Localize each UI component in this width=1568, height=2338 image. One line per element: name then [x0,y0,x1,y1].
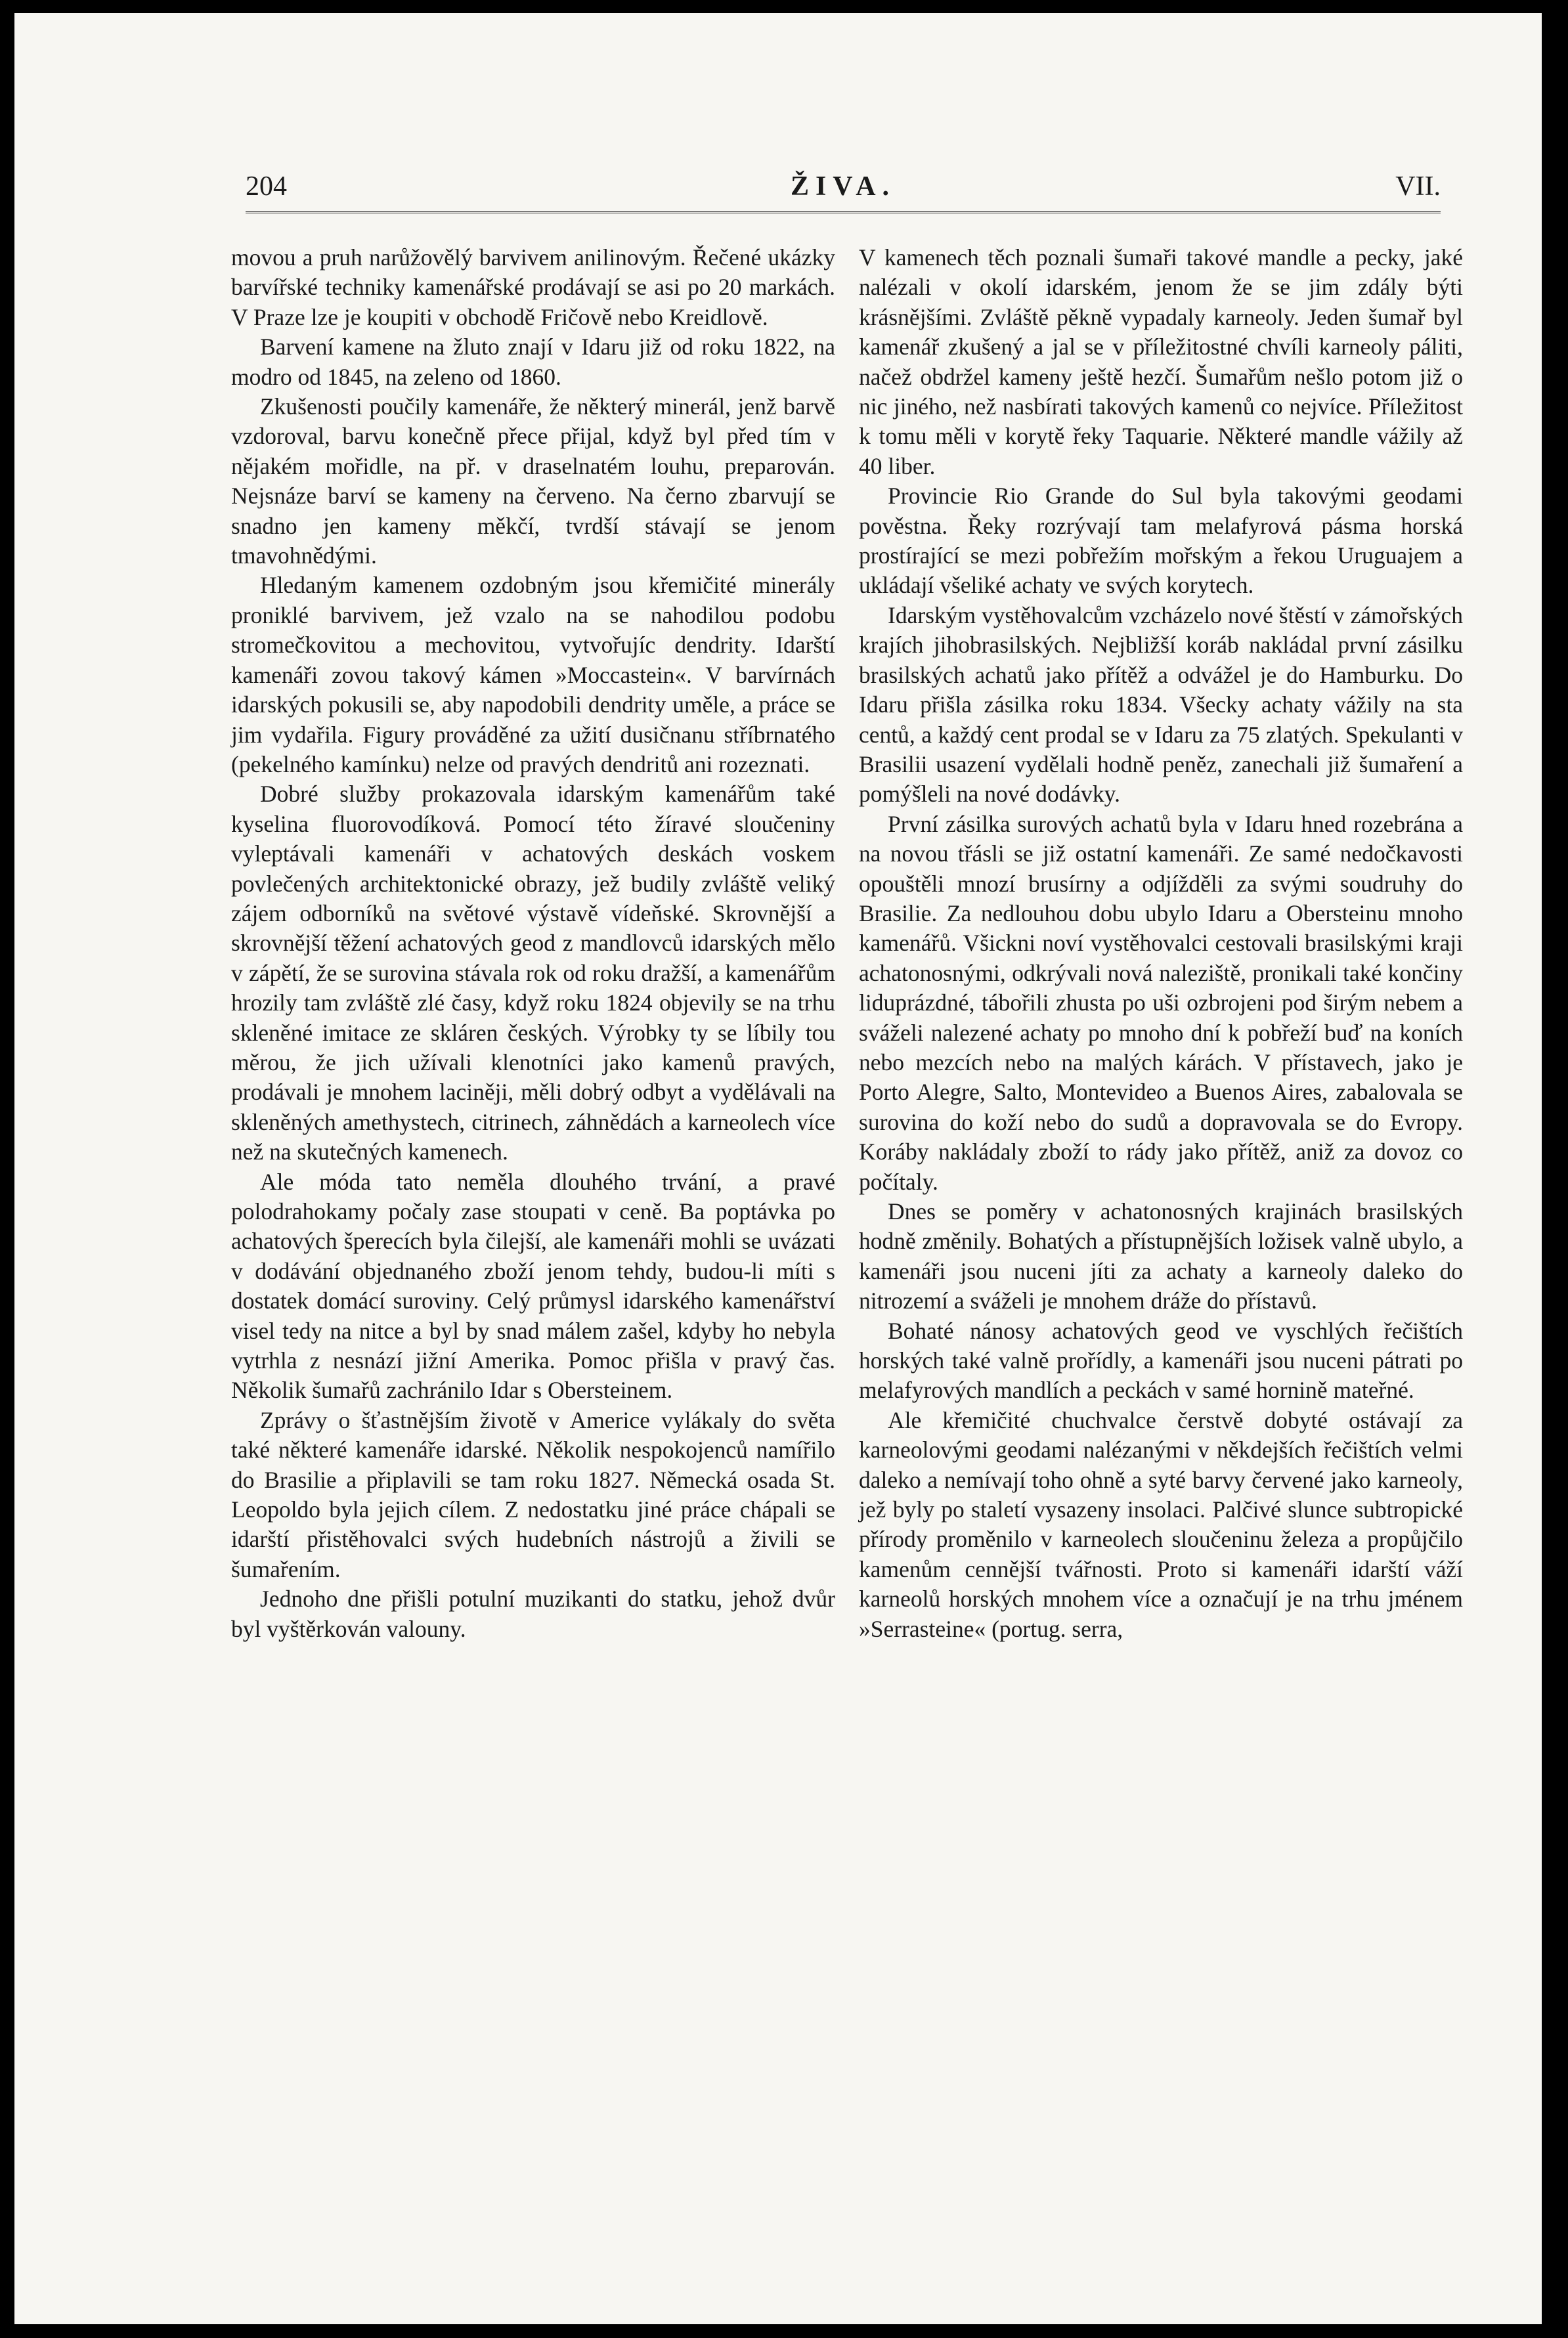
paragraph: V kamenech těch poznali šumaři takové mandle a pecky, jaké nalézali v okolí idarském, jenom že se jim zdály býti krásnějšími. Zvláště pěkně vypadaly karneoly. Jeden šumař byl kamenář zkušený a jal se v příležitostné chvíli karneoly páliti, načež obdržel kameny ještě hezčí. Šumařům nešlo potom již o nic jiného, než nasbírati takových kamenů co nejvíce. Příležitost k tomu měli v korytě řeky Taquarie. Některé mandle vážily až 40 liber. [859,244,1463,479]
right-column [859,243,1463,1644]
paragraph: Barvení kamene na žluto znají v Idaru již od roku 1822, na modro od 1845, na zeleno od 1860. [231,334,835,390]
page-number: 204 [246,171,287,202]
page [14,13,1542,2324]
paragraph: Dnes se poměry v achatonosných krajinách brasilských hodně změnily. Bohatých a přístupnějších ložisek valně ubylo, a kamenáři jsou nuceni jíti za achaty a karneoly daleko do nitrozemí a sváželi je mnohem dráže do přístavů. [859,1198,1463,1314]
running-title: ŽIVA. [790,171,896,202]
paragraph: Ale křemičité chuchvalce čerstvě dobyté ostávají za karneolovými geodami nalézanými v někdejších řečištích velmi daleko a nemívají toho ohně a syté barvy červené jako karneoly, jež byly po staletí vysazeny insolaci. Palčivé slunce subtropické přírody proměnilo v karneolech sloučeninu železa a propůjčilo kamenům cennější tvářnosti. Proto si kamenáři idarští váží karneolů horských mnohem více a označují je na trhu jménem »Serrasteine« (portug. serra, [859,1406,1463,1642]
paragraph: Idarským vystěhovalcům vzcházelo nové štěstí v zámořských krajích jihobrasilských. Nejbližší koráb nakládal první zásilku brasilských achatů jako přítěž a odvážel je do Hamburku. Do Idaru přišla zásilka roku 1834. Všecky achaty vážily na sta centů, a každý cent prodal se v Idaru za 75 zlatých. Spekulanti v Brasilii usazení vydělali hodně peněz, zanechali již šumaření a pomýšleli na nové dodávky. [859,601,1463,808]
volume-number: VII. [1395,171,1441,202]
page-header [246,171,1441,213]
paragraph: Dobré služby prokazovala idarským kamenářům také kyselina fluorovodíková. Pomocí této žíravé sloučeniny vyleptávali kamenáři v achatových deskách voskem povlečených architektonické obrazy, jež budily zvláště veliký zájem odborníků na světové výstavě vídeňské. Skrovnější a skrovnější těžení achatových geod z mandlovců idarských mělo v zápětí, že se surovina stávala rok od roku dražší, a kamenářům hrozily tam zvláště zlé časy, když roku 1824 objevily se na trhu skleněné imitace ze skláren českých. Výrobky ty se líbily tou měrou, že jich užívali klenotníci jako kamenů pravých, prodávali je mnohem laciněji, měli dobrý odbyt a vydělávali na skleněných amethystech, citrinech, záhnědách a karneolech více než na skutečných kamenech. [231,781,835,1165]
paragraph: Zkušenosti poučily kamenáře, že některý minerál, jenž barvě vzdoroval, barvu konečně přece přijal, když byl před tím v nějakém mořidle, na př. v draselnatém louhu, preparován. Nejsnáze barví se kameny na červeno. Na černo zbarvují se snadno jen kameny měkčí, tvrdší stávají se jenom tmavohnědými. [231,393,835,569]
paragraph: Ale móda tato neměla dlouhého trvání, a pravé polodrahokamy počaly zase stoupati v ceně. Ba poptávka po achatových šperecích byla čilejší, ale kamenáři mohli se uvázati v dodávání objednaného zboží jenom tehdy, budou-li míti s dostatek domácí suroviny. Celý průmysl idarského kamenářství visel tedy na nitce a byl by snad málem zašel, kdyby ho nebyla vytrhla z nesnází jižní Amerika. Pomoc přišla v pravý čas. Několik šumařů zachránilo Idar s Obersteinem. [231,1168,835,1404]
paragraph: Bohaté nánosy achatových geod ve vyschlých řečištích horských také valně prořídly, a kamenáři jsou nuceni pátrati po melafyrových mandlích a peckách v samé hornině mateřné. [859,1317,1463,1404]
paragraph: movou a pruh narůžovělý barvivem anilinovým. Řečené ukázky barvířské techniky kamenářské prodávají se asi po 20 markách. V Praze lze je koupiti v obchodě Fričově nebo Kreidlově. [231,244,835,330]
paragraph: Provincie Rio Grande do Sul byla takovými geodami pověstna. Řeky rozrývají tam melafyrová pásma horská prostírající se mezi pobřežím mořským a řekou Uruguajem a ukládají všeliké achaty ve svých korytech. [859,483,1463,599]
left-column [231,243,835,1644]
paragraph: Hledaným kamenem ozdobným jsou křemičité minerály proniklé barvivem, jež vzalo na se nahodilou podobu stromečkovitou a mechovitou, vytvořujíc dendrity. Idarští kamenáři zovou takový kámen »Moccastein«. V barvírnách idarských pokusili se, aby napodobili dendrity uměle, a práce se jim vydařila. Figury prováděné za užití dusičnanu stříbrnatého (pekelného kamínku) nelze od pravých dendritů ani rozeznati. [231,572,835,777]
paragraph: První zásilka surových achatů byla v Idaru hned rozebrána a na novou třásli se již ostatní kamenáři. Ze samé nedočkavosti opouštěli mnozí brusírny a odjížděli za svými soudruhy do Brasilie. Za nedlouhou dobu ubylo Idaru a Obersteinu mnoho kamenářů. Všickni noví vystěhovalci cestovali brasilskými kraji achatonosnými, odkrývali nová naleziště, pronikali také končiny liduprázdné, tábořili zhusta po uši ozbrojeni pod širým nebem a sváželi nalezené achaty po mnoho dní k pobřeží buď na koních nebo mezcích nebo na malých kárách. V přístavech, jako je Porto Alegre, Salto, Montevideo a Buenos Aires, zabalovala se surovina do koží nebo do sudů a dopravovala se do Evropy. Koráby nakládaly zboží to rády jako přítěž, aniž za dovoz co počítaly. [859,810,1463,1195]
paragraph: Jednoho dne přišli potulní muzikanti do statku, jehož dvůr byl vyštěrkován valouny. [231,1586,835,1642]
paragraph: Zprávy o šťastnějším životě v Americe vylákaly do světa také některé kamenáře idarské. Několik nespokojenců namířilo do Brasilie a připlavili se tam roku 1827. Německá osada St. Leopoldo byla jejich cílem. Z nedostatku jiné práce chápali se idarští přistěhovalci svých hudebních nástrojů a živili se šumařením. [231,1406,835,1582]
